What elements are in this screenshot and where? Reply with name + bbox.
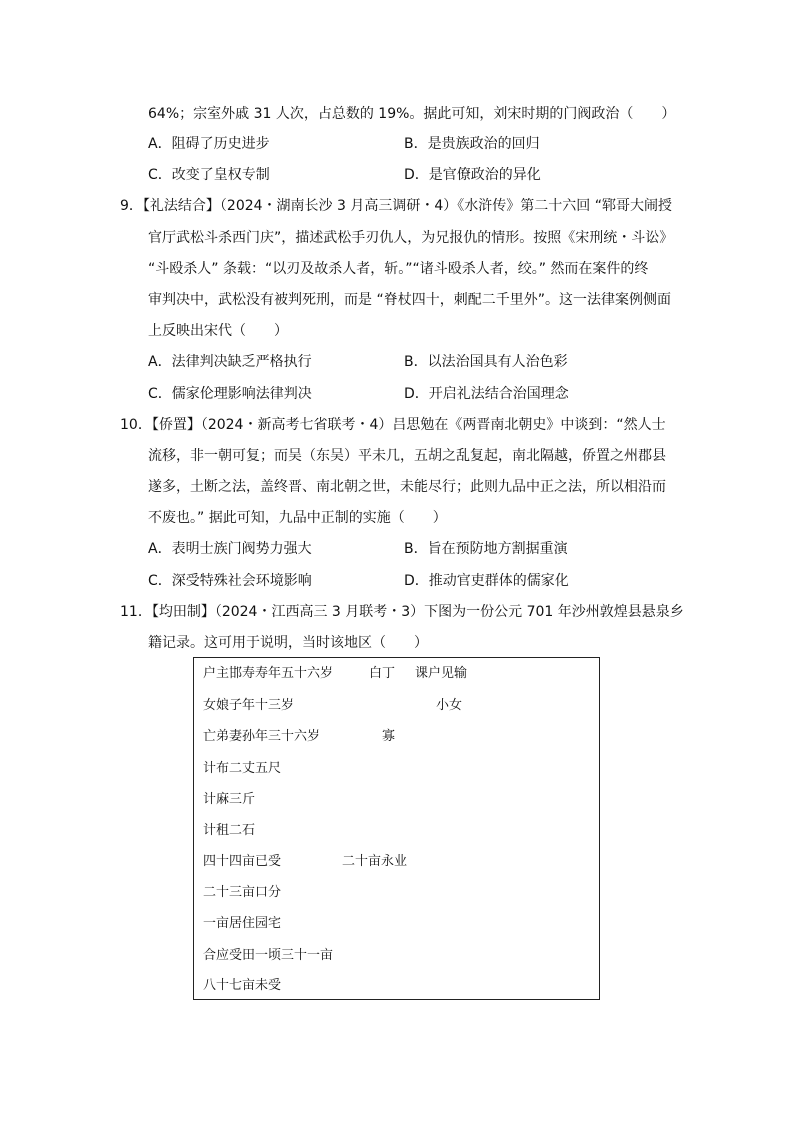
register-row-5: 计麻三斤 (203, 792, 256, 807)
register-row-2-a: 女娘子年十三岁 (203, 698, 295, 713)
register-row-7-b: 二十亩永业 (342, 854, 408, 869)
q8-option-a: A．阻碍了历史进步 (148, 136, 270, 152)
register-row-1-c: 课户见输 (415, 666, 468, 681)
q9-line-5: 上反映出宋代（ ） (148, 323, 288, 339)
register-row-1-a: 户主邯寿寿年五十六岁 (203, 666, 334, 681)
q9-option-a: A．法律判决缺乏严格执行 (148, 354, 312, 370)
q9-line-1: 9．【礼法结合】（2024・湖南长沙 3 月高三调研・4）《水浒传》第二十六回 “郓哥大闹授 (120, 198, 672, 214)
q9-line-2: 官厅武松斗杀西门庆”，描述武松手刃仇人，为兄报仇的情形。按照《宋刑统・斗讼》 (148, 230, 674, 246)
q9-option-c: C．儒家伦理影响法律判决 (148, 386, 312, 402)
register-row-6: 计租二石 (203, 823, 256, 838)
q10-line-3: 遂多，土断之法，盖终晋、南北朝之世，未能尽行；此则九品中正之法，所以相沿而 (148, 479, 666, 495)
register-row-3-a: 亡弟妻孙年三十六岁 (203, 729, 321, 744)
register-row-4: 计布二丈五尺 (203, 761, 282, 776)
q8-option-c: C．改变了皇权专制 (148, 167, 270, 183)
register-row-2-b: 小女 (436, 698, 463, 713)
q8-continuation: 64%；宗室外戚 31 人次，占总数的 19%。据此可知，刘宋时期的门阀政治（ ） (148, 106, 676, 122)
register-row-8: 二十三亩口分 (203, 885, 282, 900)
q10-option-a: A．表明士族门阀势力强大 (148, 541, 312, 557)
register-row-1-b: 白丁 (369, 666, 396, 681)
register-row-7-a: 四十四亩已受 (203, 854, 282, 869)
q9-option-b: B．以法治国具有人治色彩 (404, 354, 568, 370)
q9-option-d: D．开启礼法结合治国理念 (404, 386, 569, 402)
q10-option-d: D．推动官吏群体的儒家化 (404, 573, 569, 589)
q11-line-1: 11．【均田制】（2024・江西高三 3 月联考・3）下图为一份公元 701 年沙州敦煌县悬泉乡 (120, 604, 684, 620)
q10-line-1: 10．【侨置】（2024・新高考七省联考・4）吕思勉在《两晋南北朝史》中谈到：“然人士 (120, 417, 666, 433)
register-row-9: 一亩居住园宅 (203, 916, 282, 931)
register-row-11: 八十七亩未受 (203, 978, 282, 993)
register-row-3-b: 寡 (382, 729, 396, 744)
q8-option-b: B．是贵族政治的回归 (404, 136, 540, 152)
q10-line-2: 流移，非一朝可复；而吴（东吴）平未几，五胡之乱复起，南北隔越，侨置之州郡县 (148, 448, 666, 464)
register-row-10: 合应受田一顷三十一亩 (203, 948, 334, 963)
q11-line-2: 籍记录。这可用于说明，当时该地区（ ） (148, 635, 428, 651)
q10-option-b: B．旨在预防地方割据重演 (404, 541, 568, 557)
household-register-box (193, 657, 600, 1000)
q9-line-4: 审判决中，武松没有被判死刑，而是 “脊杖四十，刺配二千里外”。这一法律案例侧面 (148, 292, 671, 308)
q9-line-3: “斗殴杀人” 条载：“以刃及故杀人者，斩。”“诸斗殴杀人者，绞。” 然而在案件的终 (148, 261, 649, 277)
q10-line-4: 不废也。” 据此可知，九品中正制的实施（ ） (148, 510, 447, 526)
q10-option-c: C．深受特殊社会环境影响 (148, 573, 312, 589)
q8-option-d: D．是官僚政治的异化 (404, 167, 541, 183)
